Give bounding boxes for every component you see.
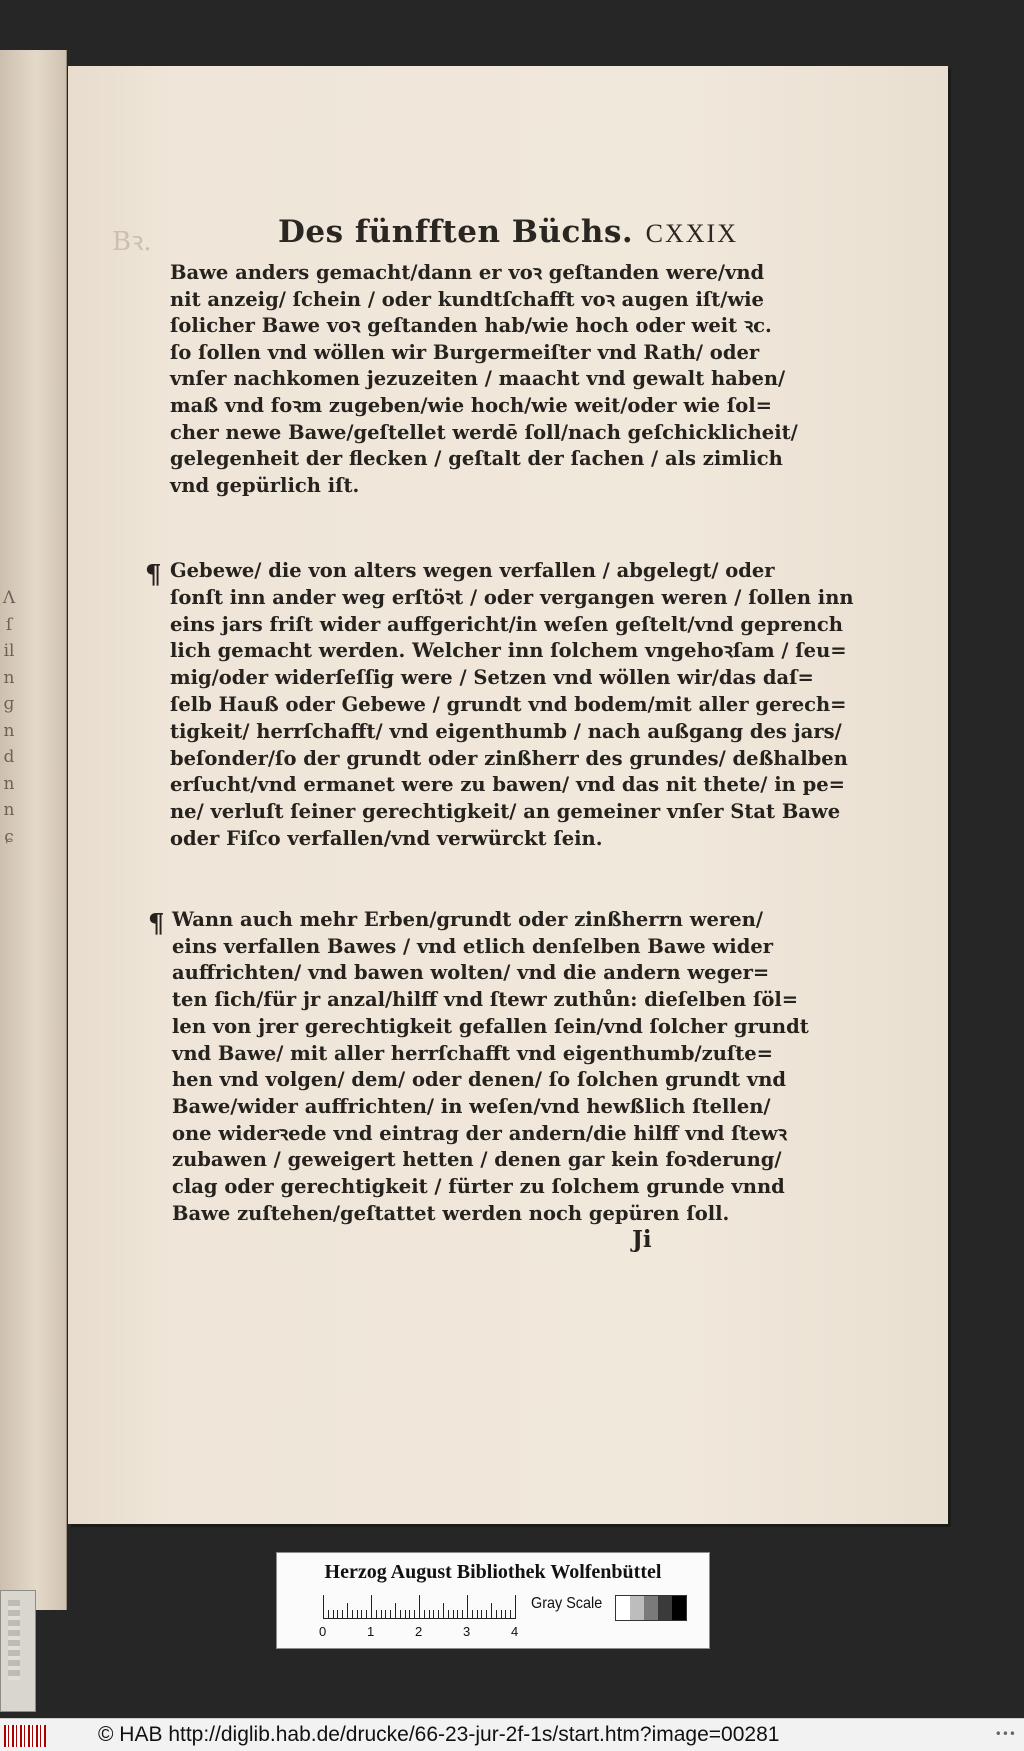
text-line: beſonder/ſo der grundt oder zinßherr des grundes/ deßhalben xyxy=(170,746,848,770)
text-line: Wann auch mehr Erben/grundt oder zinßherrn weren/ xyxy=(172,908,763,931)
more-icon[interactable]: ••• xyxy=(994,1727,1016,1741)
previous-page-glyph: n xyxy=(3,667,15,688)
ruler-tick xyxy=(453,1610,454,1619)
gray-swatch xyxy=(630,1596,644,1620)
ruler-tick xyxy=(328,1610,329,1619)
source-url[interactable]: © HAB http://diglib.hab.de/drucke/66-23-jur-2f-1s/start.htm?image=00281 xyxy=(98,1723,780,1746)
pilcrow-mark: ¶ xyxy=(145,560,162,590)
folio-number: CXXIX xyxy=(645,219,738,248)
text-line: vnd Bawe/ mit aller herrſchafft vnd eigenthumb/zuſte= xyxy=(172,1041,774,1065)
text-line: ſonſt inn ander weg erſtöꝛt / oder vergangen weren / ſollen inn xyxy=(170,585,854,609)
gray-swatch xyxy=(658,1596,672,1620)
ruler-tick xyxy=(481,1610,482,1619)
ruler-tick xyxy=(443,1603,444,1619)
previous-page-glyph: ɕ xyxy=(4,826,14,847)
viewer-status-bar xyxy=(0,1718,1024,1751)
ruler-tick xyxy=(462,1610,463,1619)
text-line: auffrichten/ vnd bawen wolten/ vnd die andern weger= xyxy=(172,961,770,985)
ruler-tick xyxy=(381,1610,382,1619)
library-name: Herzog August Bibliothek Wolfenbüttel xyxy=(324,1561,662,1583)
gray-swatch xyxy=(644,1596,658,1620)
text-line: nit anzeig/ ſchein / oder kundtſchafft voꝛ augen iſt/wie xyxy=(170,287,764,311)
ruler-tick xyxy=(361,1610,362,1619)
text-line: clag oder gerechtigkeit / fürter zu ſolchem grunde vnnd xyxy=(172,1175,785,1199)
previous-page-text xyxy=(0,585,18,850)
text-line: erſucht/vnd ermanet were zu bawen/ vnd das nit thete/ in pe= xyxy=(170,773,845,797)
ruler-tick xyxy=(400,1610,401,1619)
text-line: vnſer nachkomen jezuzeiten / maacht vnd gewalt haben/ xyxy=(170,367,786,391)
text-line: one widerꝛede vnd eintrag der andern/die hilff vnd ſtewꝛ xyxy=(172,1121,787,1145)
text-line: Bawe zuſtehen/geſtattet werden noch gepüren ſoll. xyxy=(172,1201,730,1225)
text-line: oder Fiſco verfallen/vnd verwürckt ſein. xyxy=(170,826,603,850)
ruler-number: 2 xyxy=(415,1624,423,1639)
ruler-tick xyxy=(457,1610,458,1619)
ruler-tick xyxy=(510,1610,511,1619)
paragraph-2 xyxy=(170,558,854,853)
text-line: Bawe anders gemacht/dann er voꝛ geſtanden were/vnd xyxy=(170,261,765,284)
color-scale-target xyxy=(276,1552,710,1649)
ruler-tick xyxy=(467,1595,468,1619)
text-line: ſolicher Bawe voꝛ geſtanden hab/wie hoch oder weit ꝛc. xyxy=(170,314,772,338)
ruler-tick xyxy=(477,1610,478,1619)
ruler-number: 0 xyxy=(319,1624,327,1639)
ruler-tick xyxy=(501,1610,502,1619)
ruler-tick xyxy=(409,1610,410,1619)
text-line: ſelb Hauß oder Gebewe / grundt vnd bodem/mit aller gerech= xyxy=(170,692,847,716)
text-line: gelegenheit der flecken / geſtalt der ſachen / als zimlich xyxy=(170,447,783,471)
text-line: len von jrer gerechtigkeit gefallen ſein/vnd ſolcher grundt xyxy=(172,1014,809,1038)
ruler-tick xyxy=(376,1610,377,1619)
ruler-tick xyxy=(414,1610,415,1619)
ruler-tick xyxy=(366,1610,367,1619)
paragraph-1 xyxy=(170,260,798,499)
ruler-tick xyxy=(429,1610,430,1619)
spine-label-text xyxy=(8,1600,20,1680)
ruler-tick xyxy=(333,1610,334,1619)
gray-swatch xyxy=(616,1596,630,1620)
text-line: maß vnd foꝛm zugeben/wie hoch/wie weit/oder wie ſol= xyxy=(170,393,773,417)
ruler-tick xyxy=(395,1603,396,1619)
text-line: Gebewe/ die von alters wegen verfallen / abgelegt/ oder xyxy=(170,559,775,582)
ruler-tick xyxy=(424,1610,425,1619)
text-line: vnd gepürlich iſt. xyxy=(170,473,360,497)
gray-scale-label: Gray Scale xyxy=(531,1595,603,1612)
text-line: mig/oder widerſeſſig were / Setzen vnd wöllen wir/das daſ= xyxy=(170,666,814,690)
previous-page-glyph: n xyxy=(3,720,15,741)
gray-swatch xyxy=(672,1596,686,1620)
ruler-tick xyxy=(371,1595,372,1619)
ruler-tick xyxy=(337,1610,338,1619)
text-line: ſo ſollen vnd wöllen wir Burgermeiſter vnd Rath/ oder xyxy=(170,340,760,364)
ruler-tick xyxy=(491,1603,492,1619)
ruler-tick xyxy=(486,1610,487,1619)
ruler-tick xyxy=(433,1610,434,1619)
previous-page-glyph: il xyxy=(3,641,15,661)
ruler-tick xyxy=(390,1610,391,1619)
text-line: cher newe Bawe/geſtellet werdē ſoll/nach geſchicklicheit/ xyxy=(170,420,798,444)
running-head-title: Des fünfften Büchs. xyxy=(278,214,634,250)
ruler-tick xyxy=(323,1595,324,1619)
ruler-tick xyxy=(515,1595,516,1619)
running-head xyxy=(278,214,738,260)
text-line: hen vnd volgen/ dem/ oder denen/ ſo ſolchen grundt vnd xyxy=(172,1068,787,1092)
ruler-number: 1 xyxy=(367,1624,375,1639)
ruler-tick xyxy=(472,1610,473,1619)
ruler-tick xyxy=(352,1610,353,1619)
paragraph-3 xyxy=(172,907,809,1227)
ruler-tick xyxy=(357,1610,358,1619)
text-line: zubawen / geweigert hetten / denen gar kein foꝛderung/ xyxy=(172,1148,782,1172)
ruler-tick xyxy=(385,1610,386,1619)
text-line: eins jars friſt wider auffgericht/in weſen geſtelt/vnd geprench xyxy=(170,612,843,636)
show-through-text: Bꝛ. xyxy=(112,227,152,257)
previous-page-glyph: n xyxy=(3,800,15,820)
gray-scale-swatches xyxy=(615,1595,687,1621)
previous-page-glyph: n xyxy=(3,773,15,794)
previous-page-glyph: Ʌ xyxy=(2,588,16,608)
ruler-tick xyxy=(342,1610,343,1619)
previous-page-glyph: d xyxy=(3,747,15,767)
ruler-number: 4 xyxy=(511,1624,519,1639)
text-line: ten ſich/für jr anzal/hilff vnd ſtewr zuthůn: dieſelben ſöl= xyxy=(172,988,799,1012)
ruler-tick xyxy=(505,1610,506,1619)
hab-logo xyxy=(4,1725,46,1747)
pilcrow-mark: ¶ xyxy=(148,909,165,939)
previous-page-glyph: ɡ xyxy=(3,694,15,714)
ruler-tick xyxy=(419,1595,420,1619)
centimeter-ruler xyxy=(323,1595,515,1619)
ruler-tick xyxy=(405,1610,406,1619)
ruler-number: 3 xyxy=(463,1624,471,1639)
text-line: Bawe/wider auffrichten/ in weſen/vnd hewßlich ſtellen/ xyxy=(172,1094,771,1118)
catchword: Ji xyxy=(632,1226,652,1253)
ruler-tick xyxy=(496,1610,497,1619)
text-line: eins verfallen Bawes / vnd etlich denſelben Bawe wider xyxy=(172,934,774,958)
ruler-tick xyxy=(438,1610,439,1619)
text-line: ne/ verluſt ſeiner gerechtigkeit/ an gemeiner vnſer Stat Bawe xyxy=(170,800,841,824)
ruler-tick xyxy=(448,1610,449,1619)
previous-page-glyph: ſ xyxy=(5,614,13,635)
text-line: tigkeit/ herrſchafft/ vnd eigenthumb / nach außgang des jars/ xyxy=(170,719,842,743)
text-line: lich gemacht werden. Welcher inn ſolchem vngehoꝛſam / ſeu= xyxy=(170,639,847,663)
ruler-tick xyxy=(347,1603,348,1619)
